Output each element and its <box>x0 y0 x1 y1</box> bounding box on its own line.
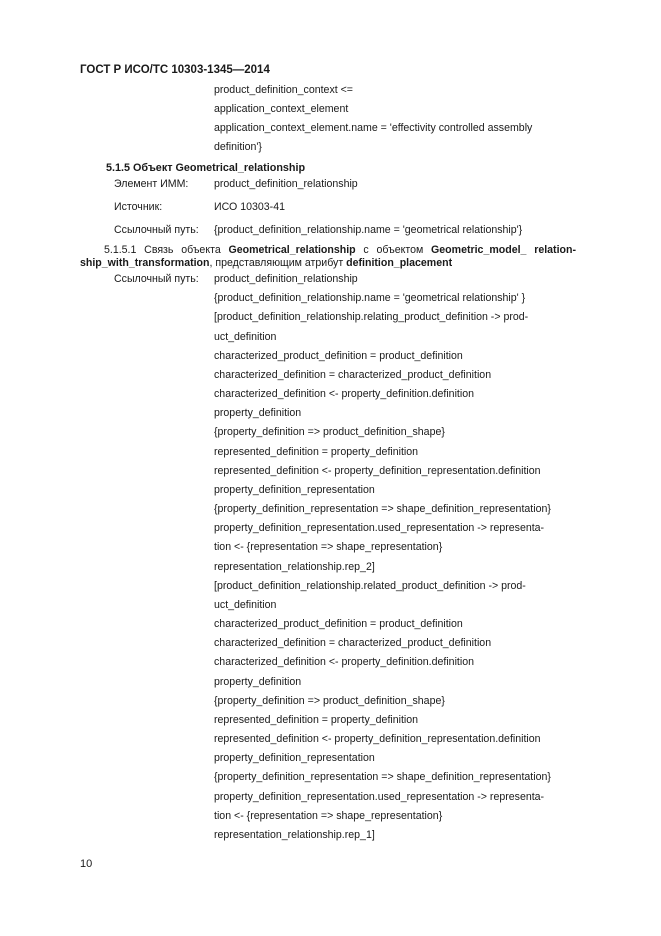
path-line: property_definition_representation <box>214 484 375 496</box>
source-value: ИСО 10303-41 <box>214 201 285 213</box>
path-line: representation_relationship.rep_1] <box>214 829 375 841</box>
bold-run: Geometrical_relationship <box>228 244 356 256</box>
path-line: represented_definition <- property_definition_representation.definition <box>214 465 541 477</box>
path-line: property_definition <box>214 407 302 419</box>
path-line: characterized_product_definition = product_definition <box>214 618 463 630</box>
path-line: represented_definition <- property_definition_representation.definition <box>214 733 541 745</box>
subsection-paragraph <box>80 244 576 270</box>
path-line: {property_definition_representation => shape_definition_representation} <box>214 771 551 783</box>
path-line: property_definition_representation.used_representation -> representa- <box>214 791 545 803</box>
text-run: с объектом <box>355 244 432 256</box>
element-value: product_definition_relationship <box>214 178 358 190</box>
path-line: characterized_product_definition = product_definition <box>214 350 463 362</box>
document-header: ГОСТ Р ИСО/ТС 10303-1345—2014 <box>80 64 270 76</box>
subsection-second-line <box>80 257 576 270</box>
element-label: Элемент ИММ: <box>114 178 189 190</box>
path-line: characterized_definition <- property_definition.definition <box>214 388 475 400</box>
text-line: product_definition_context <= <box>214 84 353 96</box>
path-line: {property_definition => product_definition_shape} <box>214 695 445 707</box>
path-line: [product_definition_relationship.relating_product_definition -> prod- <box>214 311 529 323</box>
source-label: Источник: <box>114 201 163 213</box>
path-line: {product_definition_relationship.name = 'geometrical relationship' } <box>214 292 526 304</box>
path-line: uct_definition <box>214 599 277 611</box>
subsection-first-line <box>80 244 576 257</box>
bold-run: definition_placement <box>346 257 453 269</box>
path-line: uct_definition <box>214 331 277 343</box>
path-line: product_definition_relationship <box>214 273 358 285</box>
path-line: {property_definition => product_definition_shape} <box>214 426 445 438</box>
path-line: [product_definition_relationship.related_product_definition -> prod- <box>214 580 526 592</box>
text-run: , представляющим атрибут <box>209 257 347 269</box>
path-line: represented_definition = property_definition <box>214 446 419 458</box>
bold-run: Geometric_model_ relation- <box>431 244 576 256</box>
path-line: tion <- {representation => shape_representation} <box>214 810 443 822</box>
reference-path-value: {product_definition_relationship.name = 'geometrical relationship'} <box>214 224 523 236</box>
path-line: represented_definition = property_definition <box>214 714 419 726</box>
path-line: representation_relationship.rep_2] <box>214 561 375 573</box>
path-line: {property_definition_representation => shape_definition_representation} <box>214 503 551 515</box>
reference-path-label: Ссылочный путь: <box>114 224 199 236</box>
page-number: 10 <box>80 858 93 870</box>
path-line: property_definition_representation <box>214 752 375 764</box>
text-line: definition'} <box>214 141 262 153</box>
text-line: application_context_element.name = 'effectivity controlled assembly <box>214 122 533 134</box>
section-heading: 5.1.5 Объект Geometrical_relationship <box>106 162 306 174</box>
text-line: application_context_element <box>214 103 349 115</box>
path-line: property_definition <box>214 676 302 688</box>
reference-path-label: Ссылочный путь: <box>114 273 199 285</box>
path-line: characterized_definition <- property_definition.definition <box>214 656 475 668</box>
text-run: 5.1.5.1 Связь объекта <box>104 244 229 256</box>
path-line: characterized_definition = characterized_product_definition <box>214 369 492 381</box>
path-line: characterized_definition = characterized_product_definition <box>214 637 492 649</box>
bold-run: ship_with_transformation <box>80 257 210 269</box>
path-line: tion <- {representation => shape_representation} <box>214 541 443 553</box>
path-line: property_definition_representation.used_representation -> representa- <box>214 522 545 534</box>
